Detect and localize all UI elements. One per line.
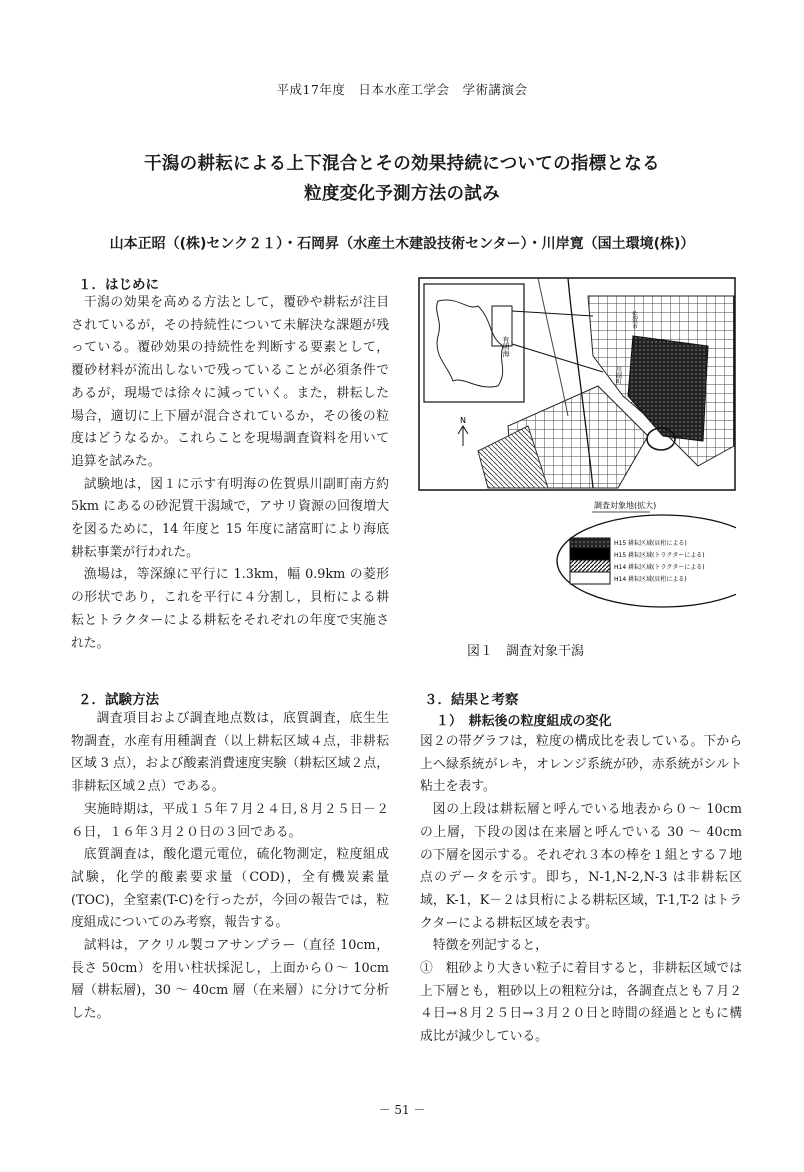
section-1-para-1: 干潟の効果を高める方法として，覆砂や耕耘が注目されているが，その持続性について未解決な課題が残っている。覆砂効果の持続性を判断する要素として，覆砂材料が流出しないで残っていることが必須条件であるが，現場では徐々に減っていく。また，耕耘した場合，適切に上下層が混合されているか，その後の粒度はどうなるか。これらことを現場調査資料を用いて追算を試みた。 [71,295,390,469]
enlarged-area-label: 調査対象地(拡大) [594,501,657,510]
section-3-para-2: 図の上段は耕耘層と呼んでいる地表から０～ 10cm の上層，下段の図は在来層と呼んでいる 30 ～ 40cm の下層を図示する。それぞれ３本の棒を１組とする７地点のデータを示す。即ち，N-1,N-2,N-3 は非耕耘区域，K-1，K－２は貝桁による耕耘区域，T-1,T-2 はトラクターによる耕耘区域を表す。 [420,802,742,931]
legend-item-3: H14 耕耘区域(トラクターによる) [614,564,705,571]
section-3-heading: ３．結果と考察 [424,692,519,708]
section-2-body [71,708,389,1026]
authors: 山本正昭（(株)センク２１）・石岡昇（水産土木建設技術センター）・川岸寛（国土環境(株)） [109,236,695,252]
section-2-heading: ２．試験方法 [78,692,159,708]
section-2-para-3: 底質調査は，酸化還元電位，硫化物測定，粒度組成試験，化学的酸素要求量（COD)，全有機炭素量(TOC)，全窒素(T-C)を行ったが，今回の報告では，粒度組成についてのみ考察，報告する。 [71,847,389,931]
section-2-para-4: 試料は，アクリル製コアサンプラー（直径 10cm，長さ 50cm）を用い柱状採泥し，上面から０～ 10cm 層（耕耘層)，30 ～ 40cm 層（在来層）に分けて分析した。 [71,938,389,1022]
section-1-para-3: 漁場は，等深線に平行に 1.3km，幅 0.9km の菱形の形状であり，これを平行に４分割し，貝桁による耕耘とトラクターによる耕耘をそれぞれの年度で実施された。 [71,567,389,651]
city-label-2: 川副町 [614,366,622,384]
section-1-para-2: 試験地は，図１に示す有明海の佐賀県川副町南方約 5km にあるの砂泥質干潟域で，アサリ資源の回復増大を図るために，14 年度と 15 年度に諸富町により海底耕耘事業が行われた。 [71,476,389,560]
legend-swatches [570,538,610,584]
figure-1-caption: 図１ 調査対象干潟 [467,644,585,659]
section-1-heading: １．はじめに [78,277,159,293]
legend-item-4: H14 耕耘区域(貝桁による) [614,576,687,583]
study-area-map [418,276,736,611]
section-3-body [420,731,742,1049]
section-1-body [71,292,389,655]
legend-item-2: H15 耕耘区域(トラクターによる) [614,552,705,559]
section-3-subheading: １） 耕耘後の粒度組成の変化 [436,714,612,729]
legend-item-1: H15 耕耘区域(貝桁による) [614,540,687,547]
page-number: － 51 － [378,1103,426,1117]
section-3-para-4: ① 粗砂より大きい粒子に着目すると，非耕耘区域では上下層とも，粗砂以上の粗粒分は，各調査点とも７月２４日→８月２５日→３月２０日と時間の経過とともに構成比が減少している。 [420,961,742,1045]
inset-label: 有明海 [502,336,510,357]
conference-header: 平成17年度 日本水産工学会 学術講演会 [276,82,528,97]
city-label-1: 佐賀市 [630,311,638,329]
figure-1 [418,276,736,611]
section-3-para-1: 図２の帯グラフは，粒度の構成比を表している。下から上へ緑系統がレキ，オレンジ系統が砂，赤系統がシルト粘土を表す。 [420,734,742,795]
section-2-para-2: 実施時期は，平成１５年７月２４日,８月２５日－２６日，１６年３月２０日の３回である。 [71,801,389,840]
title-line-1: 干潟の耕耘による上下混合とその効果持続についての指標となる [144,154,660,174]
section-3-para-3: 特徴を列記すると， [432,938,548,954]
title-line-2: 粒度変化予測方法の試み [304,184,500,204]
section-2-para-1: 調査項目および調査地点数は，底質調査，底生生物調査，水産有用種調査（以上耕耘区域４点，非耕耘区域 3 点），および酸素消費速度実験（耕耘区域２点，非耕耘区域２点）である。 [71,711,389,795]
svg-text:N: N [460,416,466,425]
